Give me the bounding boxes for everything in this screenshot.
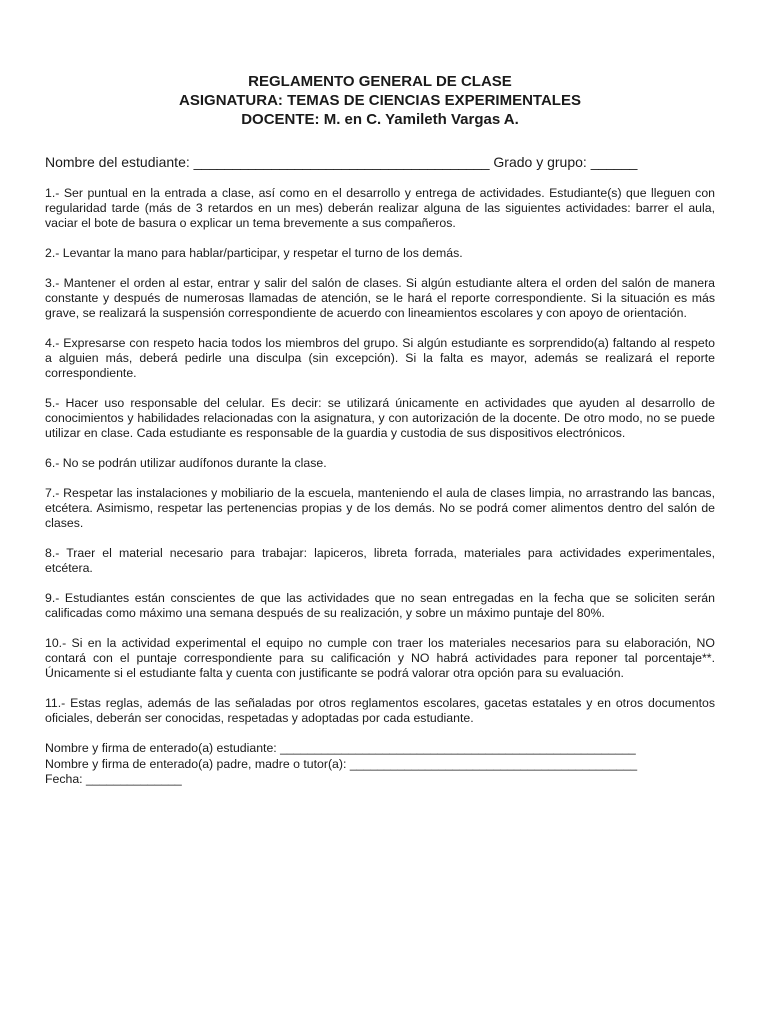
document-heading [45, 72, 715, 129]
rule-1: 1.- Ser puntual en la entrada a clase, así como en el desarrollo y entrega de actividades. Estudiante(s) que lleguen con regularidad tarde (más de 3 retardos en un mes) deberán realizar alguna de las siguientes actividades: barrer el aula, vaciar el bote de basura o explicar un tema brevemente a sus compañeros. [45, 186, 715, 230]
parent-signature-line: Nombre y firma de enterado(a) padre, madre o tutor(a): __________________________________________ [45, 756, 638, 771]
rule-4: 4.- Expresarse con respeto hacia todos los miembros del grupo. Si algún estudiante es sorprendido(a) faltando al respeto a alguien más, deberá pedirle una disculpa (sin excepción). Si la falta es mayor, además se realizará el reporte correspondiente. [45, 336, 715, 380]
student-name-blank: ______________________________________ [193, 154, 490, 170]
document-page [45, 72, 715, 788]
rule-9: 9.- Estudiantes están conscientes de que las actividades que no sean entregadas en la fecha que se soliciten serán calificadas como máximo una semana después de su realización, y sobre un máximo puntaje del 80%. [45, 591, 715, 620]
rule-5: 5.- Hacer uso responsable del celular. Es decir: se utilizará únicamente en actividades que ayuden al desarrollo de conocimientos y habilidades relacionadas con la asignatura, y con autorización de la docente. De otro modo, no se puede utilizar en clase. Cada estudiante es responsable de la guardia y custodia de sus dispositivos electrónicos. [45, 396, 715, 440]
rule-3: 3.- Mantener el orden al estar, entrar y salir del salón de clases. Si algún estudiante altera el orden del salón de manera constante y después de numerosas llamadas de atención, se le hará el reporte correspondiente. Si la situación es más grave, se realizará la suspensión correspondiente de acuerdo con lineamientos escolares y con apoyo de orientación. [45, 276, 715, 320]
grade-group-label: Grado y grupo: [489, 154, 591, 170]
grade-group-blank: ______ [590, 154, 638, 170]
signature-block [45, 741, 715, 788]
teacher-line: DOCENTE: M. en C. Yamileth Vargas A. [241, 111, 519, 128]
rule-2: 2.- Levantar la mano para hablar/participar, y respetar el turno de los demás. [45, 246, 463, 260]
rule-8: 8.- Traer el material necesario para trabajar: lapiceros, libreta forrada, materiales para actividades experimentales, etcétera. [45, 546, 715, 575]
rule-7: 7.- Respetar las instalaciones y mobiliario de la escuela, manteniendo el aula de clases limpia, no arrastrando las bancas, etcétera. Asimismo, respetar las pertenencias propias y de los demás. No se podrá comer alimentos dentro del salón de clases. [45, 486, 715, 530]
student-signature-line: Nombre y firma de enterado(a) estudiante: ____________________________________________________ [45, 741, 636, 755]
student-info-line [45, 154, 715, 171]
rule-10: 10.- Si en la actividad experimental el equipo no cumple con traer los materiales necesarios para su elaboración, NO contará con el puntaje correspondiente para su calificación y NO habrá actividades para reponer tal porcentaje**. Únicamente si el estudiante falta y cuenta con justificante se podrá valorar otra opción para su evaluación. [45, 636, 715, 680]
document-title: REGLAMENTO GENERAL DE CLASE [248, 73, 512, 90]
subject-line: ASIGNATURA: TEMAS DE CIENCIAS EXPERIMENTALES [179, 92, 581, 109]
rule-11: 11.- Estas reglas, además de las señaladas por otros reglamentos escolares, gacetas estatales y en otros documentos oficiales, deberán ser conocidas, respetadas y adoptadas por cada estudiante. [45, 696, 715, 725]
rules-list [45, 186, 715, 726]
rule-6: 6.- No se podrán utilizar audífonos durante la clase. [45, 456, 327, 470]
date-line: Fecha: ______________ [45, 772, 182, 786]
student-name-label: Nombre del estudiante: [45, 154, 194, 170]
